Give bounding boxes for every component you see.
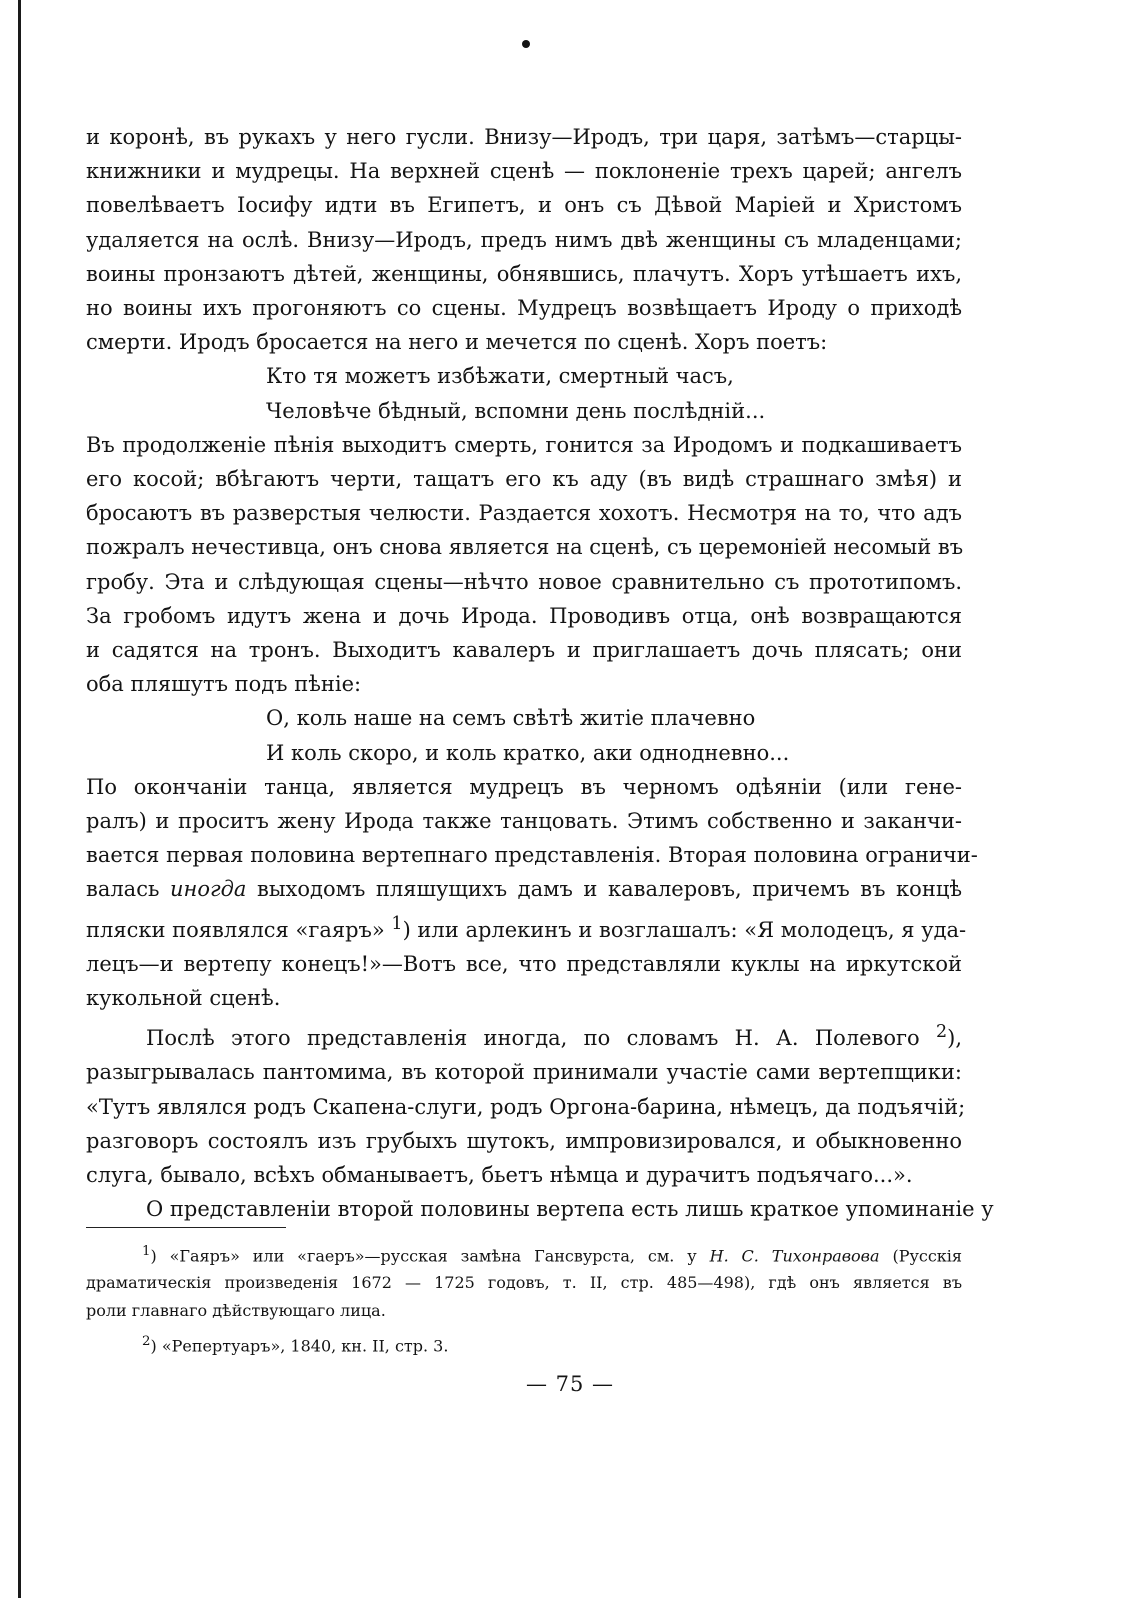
text-line: ралъ) и проситъ жену Ирода также танцовать. Этимъ собственно и заканчи- (86, 809, 962, 834)
text-line: вается первая половина вертепнаго представленія. Вторая половина ограничи- (86, 843, 978, 868)
footnote-ref: 1 (391, 913, 403, 934)
text-line: смерти. Иродъ бросается на него и мечется по сценѣ. Хоръ поетъ: (86, 330, 828, 355)
paragraph-3 (86, 770, 978, 1015)
text-fragment: валась (86, 877, 170, 902)
verse-line: И коль скоро, и коль кратко, аки однодневно... (266, 740, 790, 765)
text-line (86, 907, 967, 947)
text-fragment: ) «Репертуаръ», 1840, кн. II, стр. 3. (150, 1336, 449, 1356)
text-line: разговоръ состоялъ изъ грубыхъ шутокъ, импровизировался, и обыкновенно (86, 1128, 962, 1153)
text-fragment: пляски появлялся «гаяръ» (86, 917, 392, 942)
text-line: разыгрывалась пантомима, въ которой принимали участіе сами вертепщики: (86, 1060, 962, 1085)
footnote-1 (86, 1238, 962, 1325)
text-line: За гробомъ идутъ жена и дочь Ирода. Проводивъ отца, онѣ возвращаются (86, 603, 962, 628)
text-line: слуга, бывало, всѣхъ обманываетъ, бьетъ нѣмца и дурачитъ подъячаго...». (86, 1163, 913, 1188)
text-fragment: ) или арлекинъ и возглашалъ: «Я молодецъ, я уда- (402, 917, 967, 942)
text-line: удаляется на ослѣ. Внизу—Иродъ, предъ нимъ двѣ женщины съ младенцами; (86, 227, 962, 252)
footnote-line: роли главнаго дѣйствующаго лица. (86, 1300, 386, 1320)
text-line: О представленіи второй половины вертепа есть лишь краткое упоминаніе у (146, 1197, 994, 1222)
verse-line: О, коль наше на семъ свѣтѣ житіе плачевно (266, 706, 756, 731)
paragraph-4 (86, 1015, 966, 1192)
text-line: и садятся на тронъ. Выходитъ кавалеръ и приглашаетъ дочь плясать; они (86, 638, 962, 663)
footnote-2 (86, 1328, 962, 1360)
paragraph-5 (86, 1192, 994, 1226)
paragraph-1 (86, 120, 962, 359)
paragraph-2 (86, 428, 962, 702)
verse-line: Кто тя можетъ избѣжати, смертный часъ, (266, 364, 734, 389)
text-fragment: (Русскія (879, 1245, 963, 1265)
text-line: кукольной сценѣ. (86, 986, 281, 1011)
footnote-number: 2 (142, 1334, 151, 1350)
text-line (86, 1015, 962, 1055)
text-line: его косой; вбѣгаютъ черти, тащатъ его къ аду (въ видѣ страшнаго змѣя) и (86, 467, 962, 492)
verse-2 (86, 701, 962, 769)
footnote-divider (86, 1227, 286, 1228)
text-line: воины пронзаютъ дѣтей, женщины, обнявшись, плачутъ. Хоръ утѣшаетъ ихъ, (86, 261, 962, 286)
text-line: «Тутъ являлся родъ Скапена-слуги, родъ Оргона-барина, нѣмецъ, да подъячій; (86, 1094, 966, 1119)
text-line: По окончаніи танца, является мудрецъ въ черномъ одѣяніи (или гене- (86, 774, 962, 799)
verse-1 (86, 359, 962, 427)
text-fragment: Послѣ этого представленія иногда, по словамъ Н. А. Полевого (146, 1026, 936, 1051)
footnote-line: драматическія произведенія 1672 — 1725 годовъ, т. II, стр. 485—498), гдѣ онъ является въ (86, 1273, 962, 1293)
footnote-number: 1 (142, 1243, 151, 1259)
text-line: пожралъ нечестивца, онъ снова является на сценѣ, съ церемоніей несомый въ (86, 535, 964, 560)
text-line: лецъ—и вертепу конецъ!»—Вотъ все, что представляли куклы на иркутской (86, 951, 962, 976)
text-line: гробу. Эта и слѣдующая сцены—нѣчто новое сравнительно съ прототипомъ. (86, 569, 962, 594)
page-number: — 75 — (525, 1372, 615, 1396)
text-line: но воины ихъ прогоняютъ со сцены. Мудрецъ возвѣщаетъ Ироду о приходѣ (86, 296, 962, 321)
footnote-ref: 2 (935, 1022, 948, 1043)
text-line: оба пляшутъ подъ пѣніе: (86, 672, 362, 697)
text-fragment: выходомъ пляшущихъ дамъ и кавалеровъ, причемъ въ концѣ (246, 877, 962, 902)
footnote-line (86, 1328, 962, 1360)
text-line: книжники и мудрецы. На верхней сценѣ — поклоненіе трехъ царей; ангелъ (86, 159, 962, 184)
scan-edge-line (18, 0, 21, 1598)
page-content (86, 120, 994, 1360)
emphasis-text: Н. С. Тихонравова (709, 1245, 880, 1265)
text-line: и коронѣ, въ рукахъ у него гусли. Внизу—Иродъ, три царя, затѣмъ—старцы- (86, 125, 962, 149)
verse-line: Человѣче бѣдный, вспомни день послѣдній... (266, 398, 766, 423)
text-line: Въ продолженіе пѣнія выходитъ смерть, гонится за Иродомъ и подкашиваетъ (86, 432, 962, 457)
text-line: бросаютъ въ разверстыя челюсти. Раздается хохотъ. Несмотря на то, что адъ (86, 501, 962, 526)
footnote-line (86, 1238, 962, 1270)
text-line: повелѣваетъ Іосифу идти въ Египетъ, и онъ съ Дѣвой Маріей и Христомъ (86, 193, 962, 218)
text-line (86, 872, 962, 906)
text-fragment: ), (947, 1026, 962, 1051)
top-dot-mark (522, 40, 530, 48)
text-fragment: ) «Гаяръ» или «гаеръ»—русская замѣна Гансвурста, см. у (150, 1245, 710, 1265)
emphasis-text: иногда (169, 877, 247, 902)
